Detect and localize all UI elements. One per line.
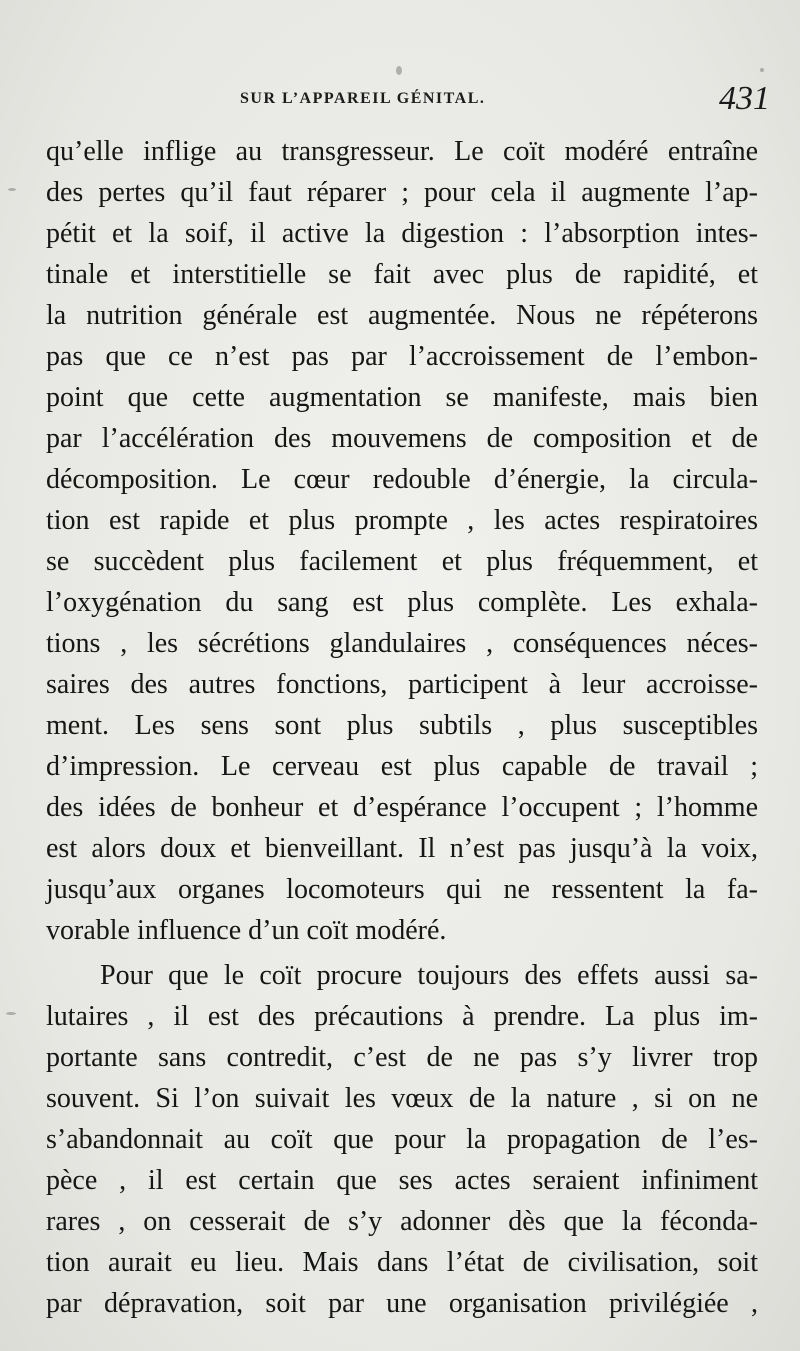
running-title: SUR L’APPAREIL GÉNITAL. bbox=[240, 90, 486, 107]
ink-speck bbox=[6, 1012, 16, 1015]
text-line: se succèdent plus facilement et plus fréquemment, et bbox=[46, 546, 758, 577]
page-header bbox=[40, 80, 770, 118]
text-line: saires des autres fonctions, participent à leur accroisse- bbox=[46, 669, 758, 700]
text-line: tion aurait eu lieu. Mais dans l’état de civilisation, soit bbox=[46, 1247, 758, 1278]
text-line: par dépravation, soit par une organisation privilégiée , bbox=[46, 1288, 758, 1319]
text-line: la nutrition générale est augmentée. Nous ne répéterons bbox=[46, 300, 758, 331]
text-line: tion est rapide et plus prompte , les actes respiratoires bbox=[46, 505, 758, 536]
text-line: des pertes qu’il faut réparer ; pour cela il augmente l’ap- bbox=[46, 177, 758, 208]
ink-speck bbox=[760, 68, 764, 72]
page-number: 431 bbox=[719, 80, 770, 117]
text-line: pèce , il est certain que ses actes seraient infiniment bbox=[46, 1165, 758, 1196]
text-line: portante sans contredit, c’est de ne pas s’y livrer trop bbox=[46, 1042, 758, 1073]
ink-speck bbox=[396, 66, 402, 75]
text-line: lutaires , il est des précautions à prendre. La plus im- bbox=[46, 1001, 758, 1032]
text-line: tions , les sécrétions glandulaires , conséquences néces- bbox=[46, 628, 758, 659]
text-line: par l’accélération des mouvemens de composition et de bbox=[46, 423, 758, 454]
text-line: tinale et interstitielle se fait avec plus de rapidité, et bbox=[46, 259, 758, 290]
text-line: souvent. Si l’on suivait les vœux de la nature , si on ne bbox=[46, 1083, 758, 1114]
text-line: jusqu’aux organes locomoteurs qui ne ressentent la fa- bbox=[46, 874, 758, 905]
ink-speck bbox=[8, 188, 16, 191]
text-line: s’abandonnait au coït que pour la propagation de l’es- bbox=[46, 1124, 758, 1155]
paragraph bbox=[46, 955, 758, 1324]
body-text bbox=[46, 131, 758, 1324]
text-line: est alors doux et bienveillant. Il n’est pas jusqu’à la voix, bbox=[46, 833, 758, 864]
text-line: Pour que le coït procure toujours des effets aussi sa- bbox=[100, 960, 758, 991]
text-line: décomposition. Le cœur redouble d’énergie, la circula- bbox=[46, 464, 758, 495]
text-line: vorable influence d’un coït modéré. bbox=[46, 915, 447, 946]
paragraph bbox=[46, 131, 758, 951]
text-line: l’oxygénation du sang est plus complète. Les exhala- bbox=[46, 587, 758, 618]
text-line: qu’elle inflige au transgresseur. Le coït modéré entraîne bbox=[46, 136, 758, 167]
text-line: pétit et la soif, il active la digestion : l’absorption intes- bbox=[46, 218, 758, 249]
text-line: ment. Les sens sont plus subtils , plus susceptibles bbox=[46, 710, 758, 741]
text-line: d’impression. Le cerveau est plus capable de travail ; bbox=[46, 751, 758, 782]
text-line: point que cette augmentation se manifeste, mais bien bbox=[46, 382, 758, 413]
text-line: des idées de bonheur et d’espérance l’occupent ; l’homme bbox=[46, 792, 758, 823]
text-line: pas que ce n’est pas par l’accroissement de l’embon- bbox=[46, 341, 758, 372]
text-line: rares , on cesserait de s’y adonner dès que la féconda- bbox=[46, 1206, 758, 1237]
